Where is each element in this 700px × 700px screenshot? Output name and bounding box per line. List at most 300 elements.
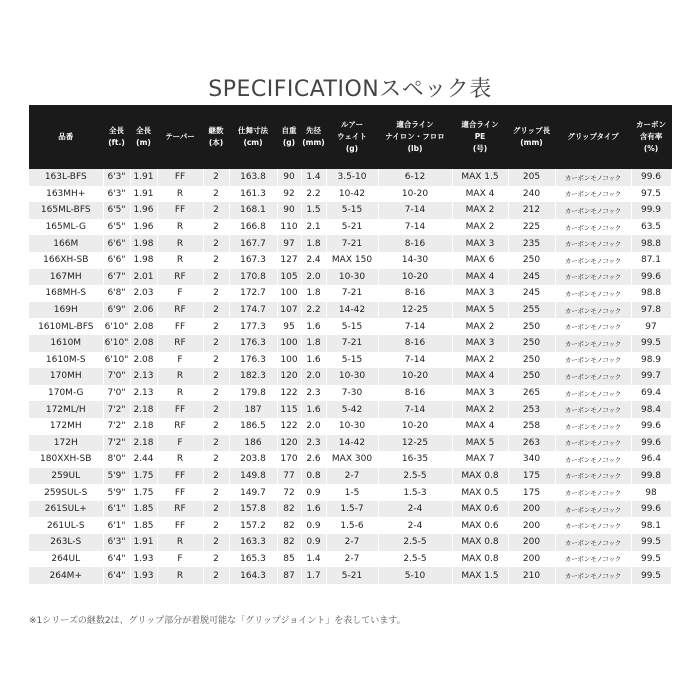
spec-cell: 92	[277, 186, 301, 203]
spec-cell: F	[157, 285, 203, 302]
model-number-cell: 170MH	[29, 368, 103, 385]
spec-cell: 2.08	[130, 335, 157, 352]
spec-cell: 2-7	[326, 468, 378, 485]
spec-cell: 250	[508, 352, 555, 369]
spec-cell: F	[157, 551, 203, 568]
spec-cell: 99.6	[631, 169, 671, 186]
model-number-cell: 259SUL-S	[29, 484, 103, 501]
spec-cell: 2.44	[130, 451, 157, 468]
spec-cell: カーボンモノコック	[555, 435, 631, 452]
spec-cell: 2	[203, 484, 229, 501]
spec-cell: RF	[157, 501, 203, 518]
header-row	[29, 105, 671, 169]
spec-cell: 82	[277, 534, 301, 551]
spec-cell: カーボンモノコック	[555, 534, 631, 551]
spec-cell: 6'10"	[103, 352, 130, 369]
spec-cell: 2	[203, 335, 229, 352]
spec-cell: 225	[508, 219, 555, 236]
spec-cell: 10-20	[378, 269, 452, 286]
spec-cell: RF	[157, 418, 203, 435]
spec-cell: 0.9	[301, 534, 326, 551]
spec-cell: MAX 0.8	[452, 534, 508, 551]
column-header: 仕舞寸法 (cm)	[229, 105, 277, 169]
spec-cell: 2	[203, 418, 229, 435]
spec-cell: 85	[277, 551, 301, 568]
table-row	[29, 484, 671, 501]
model-number-cell: 166M	[29, 235, 103, 252]
spec-cell: 2-4	[378, 501, 452, 518]
spec-cell: 2-7	[326, 551, 378, 568]
spec-cell: 157.2	[229, 517, 277, 534]
spec-cell: 2	[203, 235, 229, 252]
table-row	[29, 534, 671, 551]
table-row	[29, 335, 671, 352]
spec-cell: 7-30	[326, 385, 378, 402]
spec-cell: 5'9"	[103, 468, 130, 485]
spec-cell: R	[157, 385, 203, 402]
column-header: 全長 (m)	[130, 105, 157, 169]
spec-cell: 2.06	[130, 302, 157, 319]
spec-cell: 165.3	[229, 551, 277, 568]
spec-cell: MAX 4	[452, 269, 508, 286]
spec-cell: 1.8	[301, 335, 326, 352]
spec-cell: 99.9	[631, 202, 671, 219]
spec-cell: 2.18	[130, 418, 157, 435]
spec-cell: 2.0	[301, 368, 326, 385]
spec-cell: 5-15	[326, 318, 378, 335]
spec-cell: MAX 2	[452, 318, 508, 335]
spec-cell: 98.1	[631, 517, 671, 534]
column-header: 品番	[29, 105, 103, 169]
spec-cell: 5-21	[326, 219, 378, 236]
spec-cell: 7-21	[326, 235, 378, 252]
spec-cell: 99.6	[631, 501, 671, 518]
table-row	[29, 401, 671, 418]
spec-cell: 157.8	[229, 501, 277, 518]
spec-cell: 6'3"	[103, 169, 130, 186]
spec-cell: 163.3	[229, 534, 277, 551]
spec-cell: 1-5	[326, 484, 378, 501]
spec-cell: F	[157, 435, 203, 452]
spec-cell: 2	[203, 451, 229, 468]
spec-cell: 1.91	[130, 186, 157, 203]
spec-cell: 10-42	[326, 186, 378, 203]
spec-cell: MAX 1.5	[452, 567, 508, 584]
spec-cell: 7'0"	[103, 368, 130, 385]
model-number-cell: 165ML-BFS	[29, 202, 103, 219]
table-row	[29, 368, 671, 385]
spec-cell: RF	[157, 269, 203, 286]
spec-cell: 172.7	[229, 285, 277, 302]
spec-cell: 212	[508, 202, 555, 219]
model-number-cell: 259UL	[29, 468, 103, 485]
spec-cell: 253	[508, 401, 555, 418]
spec-cell: 5-21	[326, 567, 378, 584]
spec-cell: 240	[508, 186, 555, 203]
spec-cell: 2.4	[301, 252, 326, 269]
spec-cell: 5-10	[378, 567, 452, 584]
spec-cell: 2-4	[378, 517, 452, 534]
spec-cell: 2.2	[301, 186, 326, 203]
spec-cell: 90	[277, 202, 301, 219]
spec-cell: カーボンモノコック	[555, 551, 631, 568]
spec-cell: カーボンモノコック	[555, 368, 631, 385]
column-header: 全長 (ft.)	[103, 105, 130, 169]
spec-cell: 1.85	[130, 517, 157, 534]
spec-cell: 14-42	[326, 435, 378, 452]
spec-cell: MAX 0.6	[452, 517, 508, 534]
spec-cell: 82	[277, 517, 301, 534]
spec-cell: 5-15	[326, 352, 378, 369]
spec-cell: 177.3	[229, 318, 277, 335]
spec-cell: 2	[203, 517, 229, 534]
spec-cell: カーボンモノコック	[555, 468, 631, 485]
spec-cell: カーボンモノコック	[555, 484, 631, 501]
spec-cell: カーボンモノコック	[555, 385, 631, 402]
table-row	[29, 219, 671, 236]
spec-cell: R	[157, 534, 203, 551]
spec-cell: 2	[203, 468, 229, 485]
spec-cell: 99.6	[631, 435, 671, 452]
spec-cell: 2.0	[301, 418, 326, 435]
spec-cell: 98.4	[631, 401, 671, 418]
model-number-cell: 261SUL+	[29, 501, 103, 518]
spec-cell: 2	[203, 269, 229, 286]
spec-cell: 87.1	[631, 252, 671, 269]
spec-cell: R	[157, 451, 203, 468]
spec-cell: 179.8	[229, 385, 277, 402]
spec-cell: 14-42	[326, 302, 378, 319]
spec-cell: 149.8	[229, 468, 277, 485]
spec-cell: 245	[508, 269, 555, 286]
spec-cell: 6'10"	[103, 318, 130, 335]
spec-cell: 250	[508, 335, 555, 352]
spec-cell: 110	[277, 219, 301, 236]
spec-cell: MAX 7	[452, 451, 508, 468]
spec-cell: 340	[508, 451, 555, 468]
spec-cell: MAX 0.8	[452, 468, 508, 485]
spec-cell: 258	[508, 418, 555, 435]
spec-cell: 2.03	[130, 285, 157, 302]
spec-cell: 2.13	[130, 368, 157, 385]
spec-cell: カーボンモノコック	[555, 401, 631, 418]
spec-cell: 8-16	[378, 385, 452, 402]
model-number-cell: 166XH-SB	[29, 252, 103, 269]
spec-cell: 127	[277, 252, 301, 269]
spec-cell: 182.3	[229, 368, 277, 385]
spec-cell: 1.5-6	[326, 517, 378, 534]
column-header: ルアー ウェイト (g)	[326, 105, 378, 169]
spec-cell: 8'0"	[103, 451, 130, 468]
spec-cell: 6'1"	[103, 501, 130, 518]
spec-cell: 2	[203, 318, 229, 335]
spec-cell: 2.08	[130, 318, 157, 335]
column-header: グリップタイプ	[555, 105, 631, 169]
spec-cell: 69.4	[631, 385, 671, 402]
spec-cell: MAX 0.5	[452, 484, 508, 501]
spec-cell: 170.8	[229, 269, 277, 286]
column-header: テーパー	[157, 105, 203, 169]
spec-cell: 10-20	[378, 418, 452, 435]
spec-cell: MAX 6	[452, 252, 508, 269]
spec-cell: 1.5-7	[326, 501, 378, 518]
column-header: 適合ライン PE (号)	[452, 105, 508, 169]
spec-cell: 107	[277, 302, 301, 319]
spec-cell: FF	[157, 401, 203, 418]
spec-cell: 6'7"	[103, 269, 130, 286]
spec-cell: 1.4	[301, 551, 326, 568]
spec-cell: 16-35	[378, 451, 452, 468]
spec-cell: 82	[277, 501, 301, 518]
model-number-cell: 264M+	[29, 567, 103, 584]
spec-cell: MAX 3	[452, 385, 508, 402]
spec-cell: 0.8	[301, 468, 326, 485]
spec-cell: 250	[508, 368, 555, 385]
spec-cell: 1.6	[301, 501, 326, 518]
spec-cell: FF	[157, 517, 203, 534]
spec-cell: 200	[508, 534, 555, 551]
spec-cell: 200	[508, 501, 555, 518]
table-row	[29, 235, 671, 252]
model-number-cell: 172H	[29, 435, 103, 452]
spec-cell: 10-30	[326, 418, 378, 435]
spec-cell: 1.85	[130, 501, 157, 518]
spec-cell: 235	[508, 235, 555, 252]
spec-cell: 7-21	[326, 335, 378, 352]
spec-cell: 2.5-5	[378, 534, 452, 551]
column-header: グリップ長 (mm)	[508, 105, 555, 169]
spec-cell: カーボンモノコック	[555, 501, 631, 518]
spec-cell: 5'9"	[103, 484, 130, 501]
spec-cell: 1.5	[301, 202, 326, 219]
spec-cell: 6'10"	[103, 335, 130, 352]
spec-cell: 100	[277, 285, 301, 302]
model-number-cell: 163MH+	[29, 186, 103, 203]
spec-cell: 1.91	[130, 169, 157, 186]
spec-cell: MAX 0.8	[452, 551, 508, 568]
spec-cell: 6'3"	[103, 534, 130, 551]
spec-cell: カーボンモノコック	[555, 302, 631, 319]
spec-cell: 97	[277, 235, 301, 252]
spec-cell: MAX 3	[452, 285, 508, 302]
spec-cell: 72	[277, 484, 301, 501]
spec-cell: 175	[508, 468, 555, 485]
column-header: 先径 (mm)	[301, 105, 326, 169]
spec-cell: カーボンモノコック	[555, 169, 631, 186]
spec-cell: 0.9	[301, 484, 326, 501]
column-header: 継数 (本)	[203, 105, 229, 169]
spec-cell: 0.9	[301, 517, 326, 534]
spec-cell: 2	[203, 501, 229, 518]
table-row	[29, 385, 671, 402]
spec-cell: 8-16	[378, 285, 452, 302]
model-number-cell: 170M-G	[29, 385, 103, 402]
spec-cell: 2.08	[130, 352, 157, 369]
spec-cell: 164.3	[229, 567, 277, 584]
spec-cell: 1.7	[301, 567, 326, 584]
spec-cell: カーボンモノコック	[555, 252, 631, 269]
spec-cell: 2.5-5	[378, 468, 452, 485]
spec-cell: 1.4	[301, 169, 326, 186]
spec-cell: 1.6	[301, 318, 326, 335]
spec-cell: 105	[277, 269, 301, 286]
spec-cell: 6'4"	[103, 567, 130, 584]
spec-cell: 265	[508, 385, 555, 402]
spec-cell: 99.5	[631, 551, 671, 568]
spec-cell: 245	[508, 285, 555, 302]
spec-cell: 2	[203, 368, 229, 385]
spec-cell: 7'2"	[103, 435, 130, 452]
spec-cell: 2.6	[301, 451, 326, 468]
spec-cell: 200	[508, 517, 555, 534]
spec-cell: 14-30	[378, 252, 452, 269]
spec-cell: 2	[203, 186, 229, 203]
spec-cell: 2	[203, 252, 229, 269]
spec-cell: 6'5"	[103, 202, 130, 219]
spec-cell: 167.7	[229, 235, 277, 252]
spec-cell: カーボンモノコック	[555, 186, 631, 203]
spec-table-header	[29, 105, 671, 169]
spec-cell: 2	[203, 352, 229, 369]
spec-cell: 98.8	[631, 285, 671, 302]
table-row	[29, 567, 671, 584]
table-row	[29, 285, 671, 302]
spec-cell: 186	[229, 435, 277, 452]
spec-cell: R	[157, 252, 203, 269]
spec-cell: 149.7	[229, 484, 277, 501]
spec-cell: カーボンモノコック	[555, 567, 631, 584]
spec-cell: 161.3	[229, 186, 277, 203]
spec-cell: 2	[203, 169, 229, 186]
spec-cell: MAX 2	[452, 202, 508, 219]
spec-cell: 166.8	[229, 219, 277, 236]
spec-cell: 3.5-10	[326, 169, 378, 186]
spec-cell: MAX 3	[452, 335, 508, 352]
spec-cell: 7-21	[326, 285, 378, 302]
spec-cell: 2.2	[301, 302, 326, 319]
spec-cell: F	[157, 352, 203, 369]
model-number-cell: 1610M-S	[29, 352, 103, 369]
spec-cell: MAX 4	[452, 418, 508, 435]
spec-cell: 10-30	[326, 368, 378, 385]
spec-cell: 77	[277, 468, 301, 485]
spec-cell: 210	[508, 567, 555, 584]
spec-cell: 1.8	[301, 285, 326, 302]
spec-cell: 99.5	[631, 534, 671, 551]
table-row	[29, 318, 671, 335]
spec-cell: 98.9	[631, 352, 671, 369]
model-number-cell: 264UL	[29, 551, 103, 568]
spec-cell: 168.1	[229, 202, 277, 219]
model-number-cell: 172ML/H	[29, 401, 103, 418]
spec-cell: 99.6	[631, 418, 671, 435]
spec-cell: カーボンモノコック	[555, 202, 631, 219]
spec-cell: R	[157, 186, 203, 203]
spec-cell: 187	[229, 401, 277, 418]
spec-cell: 186.5	[229, 418, 277, 435]
model-number-cell: 1610M	[29, 335, 103, 352]
spec-cell: 175	[508, 484, 555, 501]
spec-cell: 6-12	[378, 169, 452, 186]
spec-cell: 2	[203, 435, 229, 452]
table-row	[29, 551, 671, 568]
spec-table-body	[29, 169, 671, 584]
spec-cell: 10-30	[326, 269, 378, 286]
spec-cell: 96.4	[631, 451, 671, 468]
spec-cell: 1.75	[130, 468, 157, 485]
spec-cell: 100	[277, 335, 301, 352]
spec-cell: 176.3	[229, 352, 277, 369]
spec-cell: 10-20	[378, 186, 452, 203]
spec-cell: 1.96	[130, 202, 157, 219]
spec-cell: 2-7	[326, 534, 378, 551]
spec-cell: FF	[157, 202, 203, 219]
table-row	[29, 517, 671, 534]
spec-cell: 1.93	[130, 567, 157, 584]
column-header: 自重 (g)	[277, 105, 301, 169]
spec-cell: 8-16	[378, 335, 452, 352]
table-row	[29, 202, 671, 219]
spec-cell: MAX 4	[452, 186, 508, 203]
spec-cell: 100	[277, 352, 301, 369]
spec-cell: 99.5	[631, 335, 671, 352]
spec-cell: 1.8	[301, 235, 326, 252]
spec-cell: MAX 2	[452, 352, 508, 369]
spec-cell: 115	[277, 401, 301, 418]
spec-cell: 2.0	[301, 269, 326, 286]
table-row	[29, 435, 671, 452]
spec-cell: 63.5	[631, 219, 671, 236]
spec-cell: 122	[277, 418, 301, 435]
spec-cell: 97.8	[631, 302, 671, 319]
table-row	[29, 451, 671, 468]
spec-cell: 122	[277, 385, 301, 402]
model-number-cell: 168MH-S	[29, 285, 103, 302]
spec-cell: 2.01	[130, 269, 157, 286]
spec-cell: カーボンモノコック	[555, 451, 631, 468]
table-row	[29, 468, 671, 485]
spec-cell: 1.98	[130, 252, 157, 269]
spec-cell: MAX 0.6	[452, 501, 508, 518]
spec-cell: カーボンモノコック	[555, 269, 631, 286]
page-title: SPECIFICATIONスペック表	[208, 77, 492, 102]
spec-cell: RF	[157, 335, 203, 352]
spec-cell: 1.75	[130, 484, 157, 501]
spec-cell: 263	[508, 435, 555, 452]
spec-cell: 203.8	[229, 451, 277, 468]
spec-cell: 7-14	[378, 401, 452, 418]
spec-cell: 2	[203, 567, 229, 584]
spec-cell: 1.5-3	[378, 484, 452, 501]
spec-cell: 7-14	[378, 318, 452, 335]
model-number-cell: 163L-BFS	[29, 169, 103, 186]
spec-cell: 99.8	[631, 468, 671, 485]
spec-cell: 174.7	[229, 302, 277, 319]
spec-cell: 99.7	[631, 368, 671, 385]
spec-cell: 1.98	[130, 235, 157, 252]
spec-cell: 6'3"	[103, 186, 130, 203]
spec-cell: 7'2"	[103, 418, 130, 435]
spec-cell: MAX 5	[452, 302, 508, 319]
model-number-cell: 167MH	[29, 269, 103, 286]
spec-cell: MAX 2	[452, 401, 508, 418]
spec-cell: MAX 300	[326, 451, 378, 468]
spec-cell: 87	[277, 567, 301, 584]
spec-cell: 250	[508, 318, 555, 335]
spec-cell: 5-42	[326, 401, 378, 418]
spec-cell: カーボンモノコック	[555, 318, 631, 335]
table-row	[29, 352, 671, 369]
